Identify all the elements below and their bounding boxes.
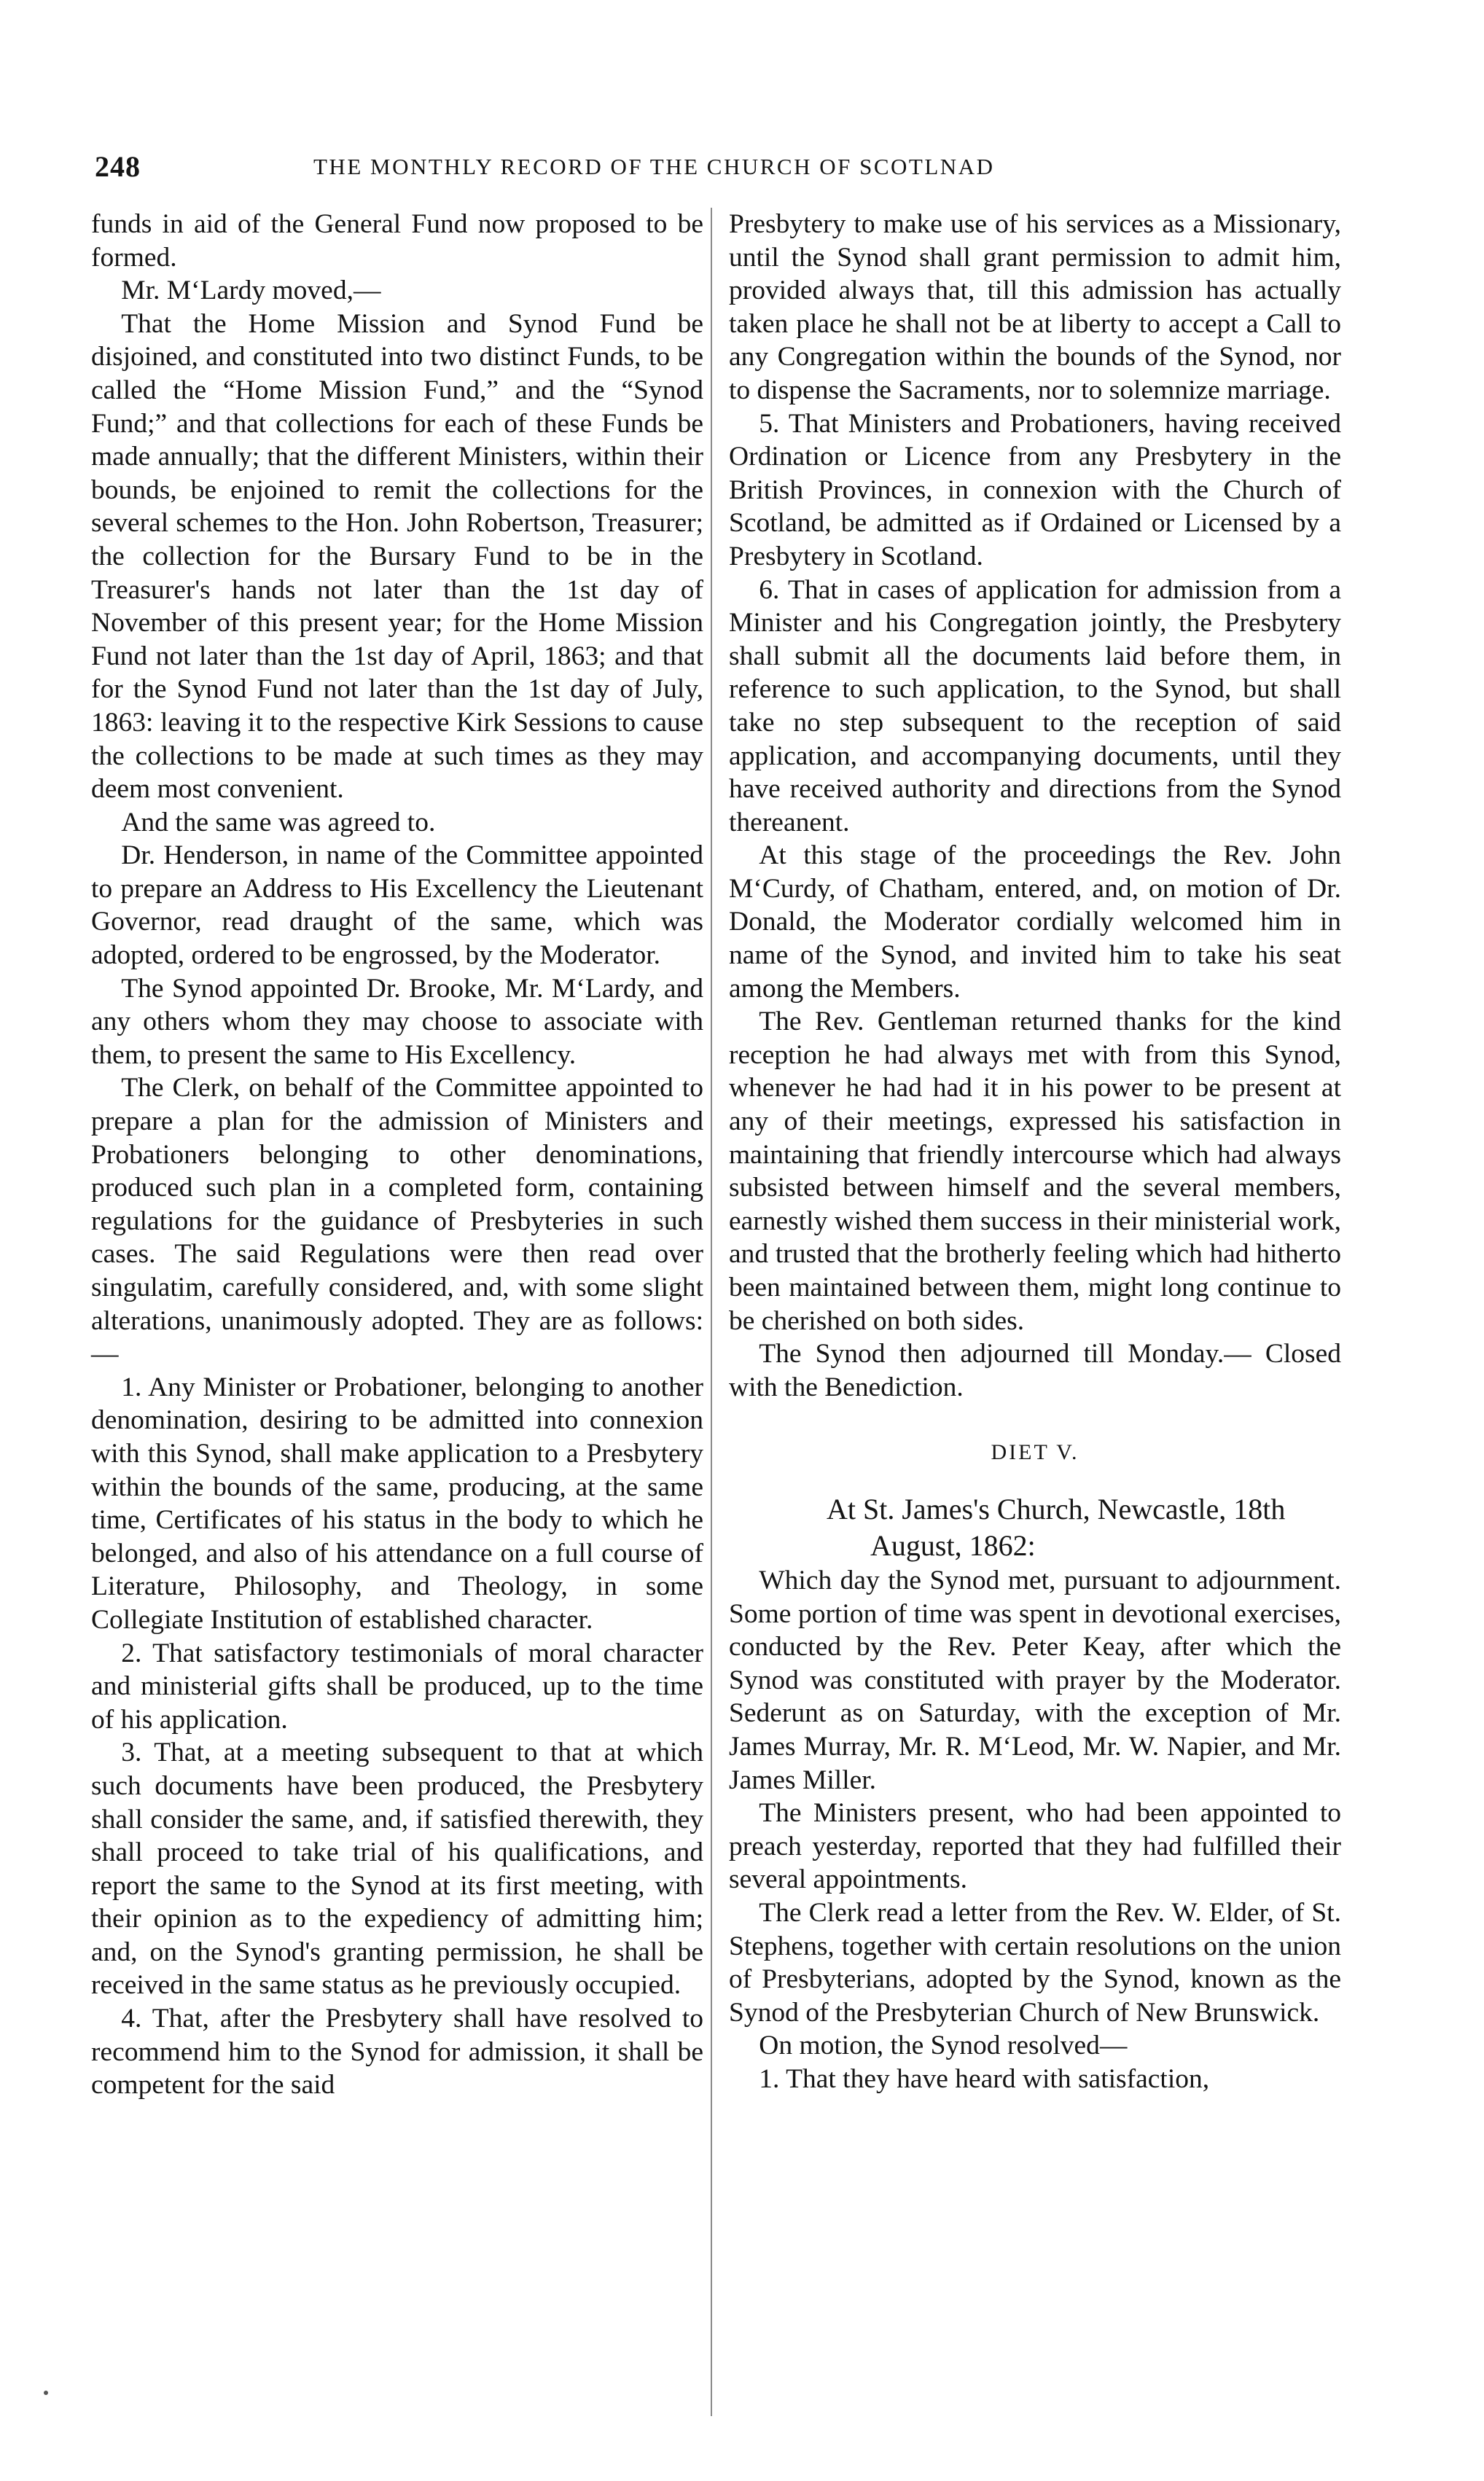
paragraph: And the same was agreed to.	[121, 807, 436, 837]
paragraph: Presbytery to make use of his services as a Missionary, until the Synod shall grant permission to admit him, provided always that, till this admission has actually taken place he shall not be at liberty to accept a Call to any Congregation within the bounds of the Synod, nor to dispense the Sacraments, nor to solemnize marriage.	[729, 209, 1341, 405]
paragraph: The Ministers present, who had been appointed to preach yesterday, reported that they had fulfilled their several appointments.	[729, 1798, 1341, 1895]
paragraph: The Synod appointed Dr. Brooke, Mr. M‘Lardy, and any others whom they may choose to associate with them, to present the same to His Excellency.	[91, 973, 703, 1070]
paragraph: Mr. M‘Lardy moved,—	[121, 276, 381, 306]
page-header	[95, 149, 1392, 193]
paragraph: At this stage of the proceedings the Rev. John M‘Curdy, of Chatham, entered, and, on motion of Dr. Donald, the Moderator cordially welcomed him in name of the Synod, and invited him to take his seat among the Members.	[729, 840, 1341, 1004]
paragraph: Dr. Henderson, in name of the Committee appointed to prepare an Address to His Excellency the Lieutenant Governor, read draught of the same, which was adopted, ordered to be engrossed, by the Moderator.	[91, 840, 703, 971]
running-title: THE MONTHLY RECORD OF THE CHURCH OF SCOTLNAD	[313, 154, 995, 179]
regulation-4: 4. That, after the Presbytery shall have resolved to recommend him to the Synod for admission, it shall be competent for the said	[91, 2004, 703, 2101]
column-divider	[711, 208, 712, 2416]
paragraph: On motion, the Synod resolved—	[759, 2031, 1128, 2061]
diet-heading: DIET V.	[991, 1440, 1079, 1465]
ink-speck	[44, 2391, 48, 2395]
paragraph: The Synod then adjourned till Monday.— Closed with the Benediction.	[729, 1339, 1341, 1402]
paragraph: The Clerk read a letter from the Rev. W. Elder, of St. Stephens, together with certain resolutions on the union of Presbyterians, adopted by the Synod, known as the Synod of the Presbyterian Church of New Brunswick.	[729, 1897, 1341, 2028]
regulation-6: 6. That in cases of application for admission from a Minister and his Congregation jointly, the Presbytery shall submit all the documents laid before them, in reference to such application, to the Synod, but shall take no step subsequent to the reception of said application, and accompanying documents, until they have received authority and directions from the Synod thereanent.	[729, 574, 1341, 837]
dateline	[729, 1491, 1341, 1564]
dateline-line-2: August, 1862:	[870, 1528, 1036, 1562]
paragraph: The Rev. Gentleman returned thanks for the kind reception he had always met with from this Synod, whenever he had had it in his power to be present at any of their meetings, expressed his satisfaction in maintaining that friendly intercourse which had always subsisted between himself and the several members, earnestly wished them success in their ministerial work, and trusted that the brotherly feeling which had hitherto been maintained between them, might long continue to be cherished on both sides.	[729, 1007, 1341, 1336]
page-number: 248	[95, 150, 141, 183]
paragraph: That the Home Mission and Synod Fund be disjoined, and constituted into two distinct Funds, to be called the “Home Mission Fund,” and the “Synod Fund;” and that collections for each of these Funds be made annually; that the different Ministers, within their bounds, be enjoined to remit the collections for the several schemes to the Hon. John Robertson, Treasurer; the collection for the Bursary Fund to be in the Treasurer's hands not later than the 1st day of November of this present year; for the Home Mission Fund not later than the 1st day of April, 1863; and that for the Synod Fund not later than the 1st day of July, 1863: leaving it to the respective Kirk Sessions to cause the collections to be made at such times as they may deem most convenient.	[91, 308, 703, 805]
dateline-line-1: At St. James's Church, Newcastle, 18th	[827, 1492, 1286, 1525]
right-column	[729, 208, 1341, 2095]
regulation-3: 3. That, at a meeting subsequent to that at which such documents have been produced, the Presbytery shall consider the same, and, if satisfied therewith, they shall proceed to take trial of his qualifications, and report the same to the Synod at its first meeting, with their opinion as to the expediency of admitting him; and, on the Synod's granting permission, he shall be received in the same status as he previously occupied.	[91, 1738, 703, 2001]
paragraph: funds in aid of the General Fund now proposed to be formed.	[91, 209, 703, 273]
regulation-1: 1. Any Minister or Probationer, belonging to another denomination, desiring to be admitted into connexion with this Synod, shall make application to a Presbytery within the bounds of the same, producing, at the same time, Certificates of his status in the body to which he belonged, and also of his attendance on a full course of Literature, Philosophy, and Theology, in some Collegiate Institution of established character.	[91, 1372, 703, 1635]
paragraph: The Clerk, on behalf of the Committee appointed to prepare a plan for the admission of Ministers and Probationers belonging to other denominations, produced such plan in a completed form, containing regulations for the guidance of Presbyteries in such cases. The said Regulations were then read over singulatim, carefully considered, and, with some slight alterations, unanimously adopted. They are as follows:—	[91, 1073, 703, 1370]
paragraph: 1. That they have heard with satisfaction,	[759, 2063, 1210, 2094]
paragraph: Which day the Synod met, pursuant to adjournment. Some portion of time was spent in devotional exercises, conducted by the Rev. Peter Keay, after which the Synod was constituted with prayer by the Moderator. Sederunt as on Saturday, with the exception of Mr. James Murray, Mr. R. M‘Leod, Mr. W. Napier, and Mr. James Miller.	[729, 1565, 1341, 1795]
left-column	[91, 208, 703, 2102]
regulation-5: 5. That Ministers and Probationers, having received Ordination or Licence from any Presbytery in the British Provinces, in connexion with the Church of Scotland, be admitted as if Ordained or Licensed by a Presbytery in Scotland.	[729, 408, 1341, 571]
regulation-2: 2. That satisfactory testimonials of moral character and ministerial gifts shall be produced, up to the time of his application.	[91, 1638, 703, 1735]
